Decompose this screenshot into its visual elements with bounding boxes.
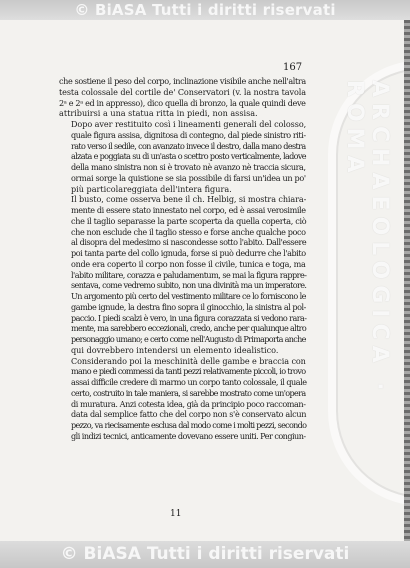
text-line: personaggio umano; e certo come nell'Augusto di Primaporta anche — [71, 334, 306, 344]
text-line: gambe ignude, la destra fino sopra il ginocchio, la sinistra al pol- — [71, 301, 306, 312]
text-line: Il busto, come osserva bene il ch. Helbig, si mostra chiara- — [71, 194, 307, 205]
text-line: che il taglio separasse la parte scoperta da quella coperta, ciò — [71, 215, 307, 226]
text-line: pezzo, va riecisamente esclusa dal modo come i molti pezzi, secondo — [71, 420, 307, 430]
text-line: di muratura. Anzi cotesta idea, già da principio poco raccoman- — [71, 398, 306, 409]
text-line: al disopra del medesimo si nascondesse sotto l'abito. Dall'essere — [71, 237, 307, 248]
page-number: 167 — [283, 62, 303, 73]
seal-lettering: ARCHAEOLOGICA · ROMA — [342, 80, 392, 397]
text-line: 2ᵃ e 2ᵃ ed in appresso), dico quella di bronzo, la quale quindi deve — [59, 97, 306, 108]
text-line: attribuirsi a una statua ritta in piedi, non assisa. — [59, 108, 258, 119]
watermark-top: © BiASA Tutti i diritti riservati — [0, 0, 410, 20]
text-line: certo, costruito in tale maniera, si sarebbe mostrato come un'opera — [71, 387, 306, 398]
text-line: onde era coperto il corpo non fosse il civile, tunica e toga, ma — [71, 258, 306, 269]
text-line: qui dovrebbero intendersi un elemento idealistico. — [71, 344, 279, 355]
text-line: mano e piedi commessi da tanti pezzi relativamente piccoli, io trovo — [71, 366, 306, 377]
paragraph-1 — [59, 76, 306, 119]
signature-mark: 11 — [170, 509, 182, 519]
text-line: gli indizi tecnici, anticamente dovevano essere uniti. Per congiun- — [71, 430, 306, 441]
text-line: Considerando poi la meschinità delle gambe e braccia con — [71, 355, 306, 366]
text-line: ormai sorge la quistione se sia possibile di farsi un'idea un po' — [71, 172, 306, 183]
paragraph-4 — [59, 356, 306, 442]
text-line: della mano sinistra non si è trovato nè avanzo nè traccia sicura, — [71, 162, 306, 172]
text-line: assai difficile credere di marmo un corpo tanto colossale, il quale — [71, 377, 307, 387]
text-line: poi tanta parte del collo ignuda, forse si può dedurre che l'abito — [71, 248, 306, 258]
text-line: Dopo aver restituito così i lineamenti generali del colosso, — [71, 119, 307, 129]
watermark-bottom: © BiASA Tutti i diritti riservati — [0, 541, 410, 568]
text-line: quale figura assisa, dignitosa di contegno, dal piede sinistro riti- — [71, 129, 306, 140]
text-line: che sostiene il peso del corpo, inclinazione visibile anche nell'altra — [59, 76, 306, 86]
page-edge — [404, 20, 410, 541]
body-text — [59, 76, 306, 442]
text-line: testa colossale del cortile de' Conservatori (v. la nostra tavola — [59, 86, 307, 97]
text-line: alzata e poggiata su di un'asta o scettro posto verticalmente, ladove — [71, 151, 306, 162]
text-line: Un argomento più certo del vestimento militare ce lo forniscono le — [71, 291, 306, 301]
text-line: paccio. I piedi scalzi è vero, in una figura corazzata si vedono rara- — [71, 312, 307, 323]
text-line: l'abito militare, corazza e paludamentum, se mai la figura rappre- — [71, 269, 307, 280]
text-line: mente, ma sarebbero eccezionali, credo, anche per qualunque altro — [71, 323, 307, 334]
text-line: mente di essere stato innestato nel corpo, ed è assai verosimile — [71, 205, 306, 215]
text-line: data dal semplice fatto che del corpo non s'è conservato alcun — [71, 409, 307, 420]
text-line: più particolareggiata dell'intera figura. — [71, 183, 232, 194]
paragraph-2 — [59, 119, 306, 194]
text-line: sentava, come vedremo subito, non una divinità ma un imperatore. — [71, 280, 307, 291]
text-line: che non esclude che il taglio stesso e forse anche qualche poco — [71, 226, 306, 237]
paragraph-3 — [59, 194, 306, 355]
text-line: rato verso il sedile, con avanzato invece il destro, dalla mano destra — [71, 140, 306, 151]
watermark-seal — [316, 20, 410, 541]
